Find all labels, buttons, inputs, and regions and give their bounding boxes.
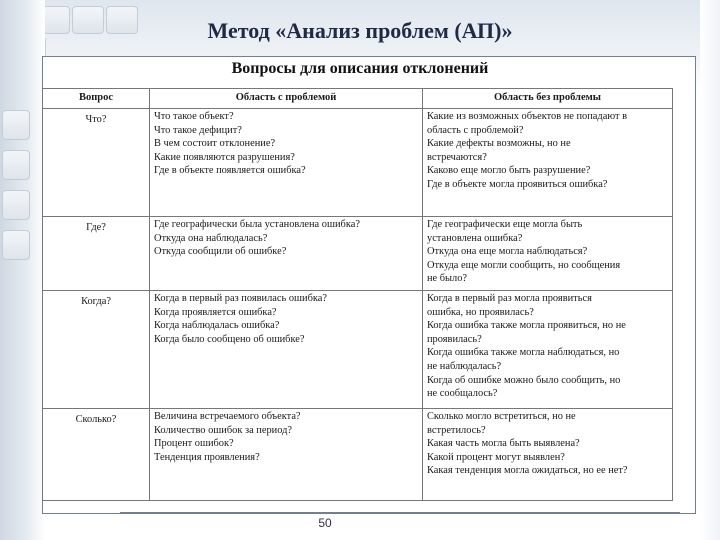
cell-text-line: Где в объекте появляется ошибка? (154, 165, 306, 177)
cell-text-line: Величина встречаемого объекта? (154, 411, 301, 422)
background-left-decoration (0, 0, 45, 540)
question-cell (43, 409, 150, 501)
cell-text-line: Какие из возможных объектов не попадают в (427, 111, 627, 122)
cell-text-line: Когда ошибка также могла проявиться, но не (427, 320, 626, 332)
decor-key (2, 110, 30, 140)
cell-text-line: Количество ошибок за период? (154, 424, 293, 436)
cell-text-line: Какая часть могла быть выявлена? (427, 438, 580, 450)
column-header-without-problem: Область без проблемы (423, 89, 673, 109)
cell-text-line: Сколько могло встретиться, но не (427, 411, 576, 422)
cell-text-line: Когда проявляется ошибка? (154, 306, 277, 318)
cell-text-line: Откуда сообщили об ошибке? (154, 246, 287, 258)
cell-text-line: Тенденция проявления? (154, 451, 260, 463)
slide-title: Метод «Анализ проблем (АП)» (207, 18, 513, 43)
with-problem-cell (150, 409, 423, 501)
table-row (43, 291, 673, 409)
question-label: Что? (85, 114, 107, 125)
cell-text-line: встречаются? (427, 151, 487, 163)
cell-text-line: ошибка, но проявилась? (427, 306, 534, 318)
decor-key (2, 150, 30, 180)
column-header-question: Вопрос (43, 89, 150, 109)
question-label: Где? (86, 222, 106, 233)
cell-text-line: проявилась? (427, 333, 482, 345)
cell-text-line: не наблюдалась? (427, 360, 502, 372)
decor-key (2, 230, 30, 260)
table-row (43, 409, 673, 501)
with-problem-cell (150, 291, 423, 409)
table-row (43, 109, 673, 217)
cell-text-line: Когда ошибка также могла наблюдаться, но (427, 347, 620, 359)
table-row (43, 217, 673, 291)
cell-text-line: Где географически еще могла быть (427, 219, 583, 230)
cell-text-line: Какая тенденция могла ожидаться, но ее нет? (427, 465, 628, 477)
without-problem-cell (423, 291, 673, 409)
cell-text-line: Когда в первый раз появилась ошибка? (154, 293, 327, 304)
question-cell (43, 217, 150, 291)
decor-key (2, 190, 30, 220)
cell-text-line: Откуда она еще могла наблюдаться? (427, 246, 588, 258)
question-cell (43, 291, 150, 409)
cell-text-line: установлена ошибка? (427, 232, 523, 244)
with-problem-cell (150, 217, 423, 291)
column-header-with-problem: Область с проблемой (150, 89, 423, 109)
cell-text-line: Процент ошибок? (154, 438, 234, 450)
background-right-decoration (700, 0, 720, 540)
slide-subtitle: Вопросы для описания отклонений (231, 60, 489, 77)
cell-text-line: Какой процент могут выявлен? (427, 451, 565, 463)
page-number: 50 (318, 516, 332, 530)
cell-text-line: Где в объекте могла проявиться ошибка? (427, 178, 608, 190)
cell-text-line: Что такое объект? (154, 111, 234, 122)
cell-text-line: Что такое дефицит? (154, 124, 242, 136)
cell-text-line: Какие появляются разрушения? (154, 151, 295, 163)
cell-text-line: В чем состоит отклонение? (154, 138, 276, 150)
deviation-questions-table (42, 88, 673, 501)
cell-text-line: не сообщалось? (427, 388, 498, 400)
cell-text-line: Каково еще могло быть разрушение? (427, 165, 591, 177)
cell-text-line: Когда об ошибке можно было сообщить, но (427, 374, 621, 386)
cell-text-line: Когда было сообщено об ошибке? (154, 333, 305, 345)
table-header-row (43, 89, 673, 109)
cell-text-line: Откуда еще могли сообщить, но сообщения (427, 259, 621, 271)
without-problem-cell (423, 109, 673, 217)
cell-text-line: встретилось? (427, 424, 486, 436)
cell-text-line: Когда наблюдалась ошибка? (154, 320, 280, 332)
cell-text-line: область с проблемой? (427, 124, 524, 136)
question-cell (43, 109, 150, 217)
without-problem-cell (423, 217, 673, 291)
cell-text-line: не было? (427, 273, 468, 285)
cell-text-line: Когда в первый раз могла проявиться (427, 293, 592, 304)
cell-text-line: Какие дефекты возможны, но не (427, 138, 571, 150)
footer-divider (120, 512, 680, 513)
cell-text-line: Где географически была установлена ошибка? (154, 219, 360, 230)
question-label: Когда? (81, 296, 111, 307)
cell-text-line: Откуда она наблюдалась? (154, 232, 268, 244)
question-label: Сколько? (75, 414, 117, 425)
with-problem-cell (150, 109, 423, 217)
without-problem-cell (423, 409, 673, 501)
